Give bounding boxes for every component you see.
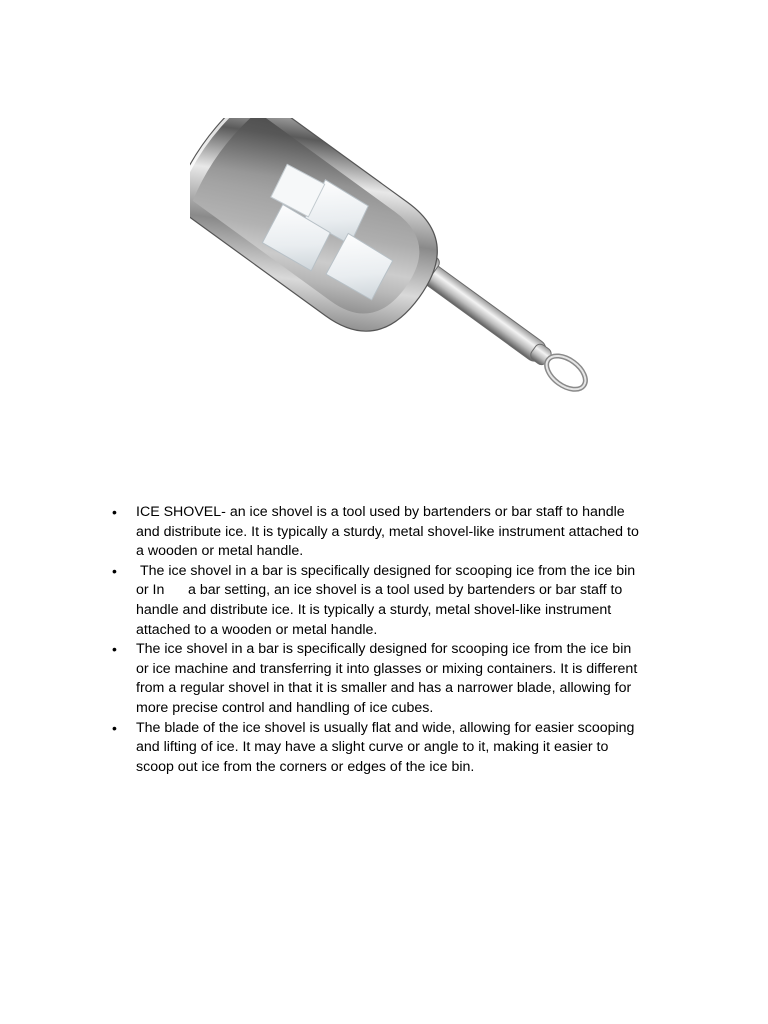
text-line: attached to a wooden or metal handle.	[136, 621, 378, 638]
ice-shovel-image	[190, 118, 610, 398]
text-line: or In a bar setting, an ice shovel is a tool used by bartenders or bar staff to	[136, 582, 623, 599]
text-line: from a regular shovel in that it is smaller and has a narrower blade, allowing for	[136, 680, 632, 697]
text-line: or ice machine and transferring it into glasses or mixing containers. It is different	[136, 660, 638, 677]
text-line: and distribute ice. It is typically a sturdy, metal shovel-like instrument attached to	[136, 523, 639, 540]
list-item	[104, 640, 684, 718]
text-line: The blade of the ice shovel is usually flat and wide, allowing for easier scooping	[136, 719, 635, 736]
bullet-dot: •	[112, 504, 117, 520]
text-line: The ice shovel in a bar is specifically designed for scooping ice from the ice bin	[136, 641, 632, 658]
list-item	[104, 503, 684, 562]
text-line: and lifting of ice. It may have a slight curve or angle to it, making it easier to	[136, 739, 609, 756]
list-item	[104, 719, 684, 778]
bullet-dot: •	[112, 719, 117, 736]
list-item	[104, 562, 684, 640]
bullet-list	[104, 503, 684, 777]
bullet-dot: •	[112, 562, 117, 579]
text-line: handle and distribute ice. It is typically a sturdy, metal shovel-like instrument	[136, 601, 612, 618]
text-line: scoop out ice from the corners or edges of the ice bin.	[136, 758, 475, 775]
text-line: a wooden or metal handle.	[136, 543, 304, 560]
text-line: more precise control and handling of ice cubes.	[136, 699, 434, 716]
text-line: ICE SHOVEL- an ice shovel is a tool used by bartenders or bar staff to handle	[136, 504, 625, 520]
text-line: The ice shovel in a bar is specifically designed for scooping ice from the ice bin	[136, 562, 636, 579]
bullet-dot: •	[112, 641, 117, 658]
